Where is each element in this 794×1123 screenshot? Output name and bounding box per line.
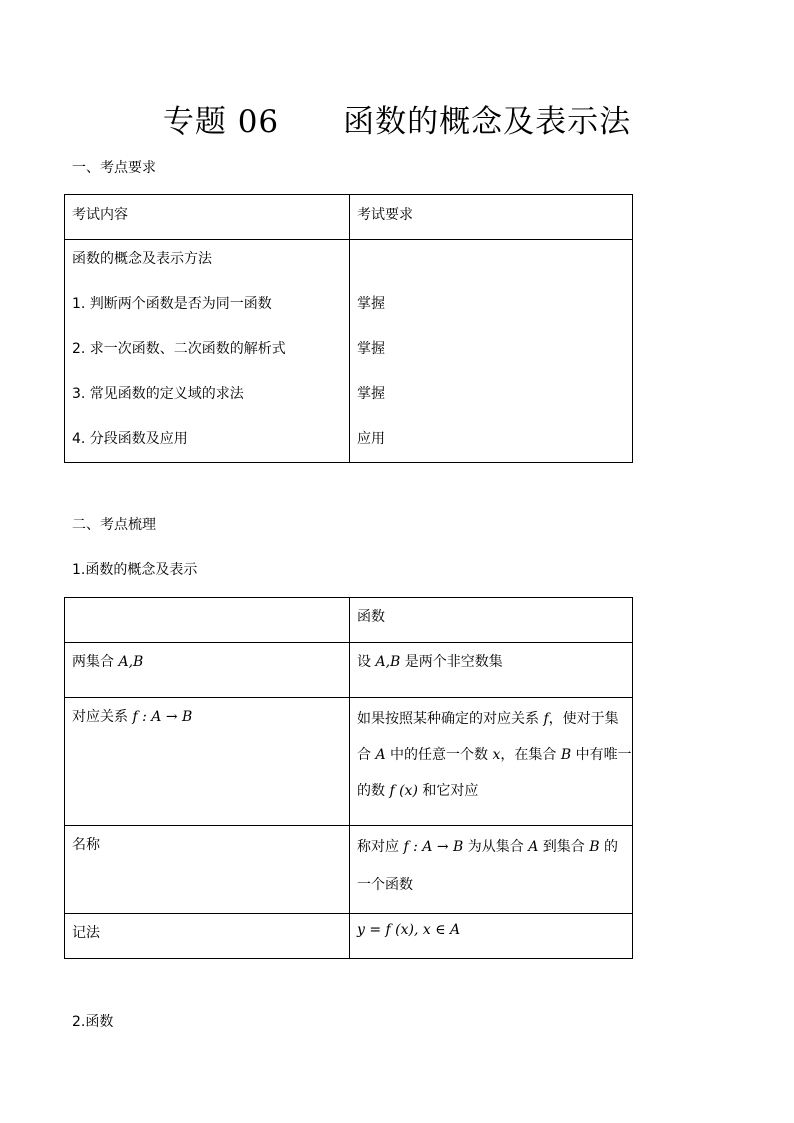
exam-requirements-table	[64, 194, 633, 463]
sets-desc-cell: 设 A,B 是两个非空数集	[350, 643, 633, 698]
content-cell	[65, 240, 350, 463]
requirement-value: 掌握	[357, 296, 385, 312]
list-item: 2. 求一次函数、二次函数的解析式	[72, 341, 286, 357]
name-desc-cell: 称对应 f : A → B 为从集合 A 到集合 B 的 一个函数	[350, 826, 633, 914]
table-header-row	[65, 195, 633, 240]
section1-heading: 一、考点要求	[72, 160, 156, 176]
name-label-cell: 名称	[65, 826, 350, 914]
table-row	[65, 826, 633, 914]
table-header-row	[65, 598, 633, 643]
header-blank	[65, 598, 350, 643]
mapping-label-cell: 对应关系 f : A → B	[65, 698, 350, 826]
subsection1-heading: 1.函数的概念及表示	[72, 562, 198, 578]
list-item: 1. 判断两个函数是否为同一函数	[72, 296, 272, 312]
table-row	[65, 914, 633, 959]
page-title	[0, 96, 794, 141]
header-function: 函数	[350, 598, 633, 643]
requirement-value: 掌握	[357, 386, 385, 402]
requirement-value: 掌握	[357, 341, 385, 357]
table-row	[65, 240, 633, 463]
topic-text: 函数的概念及表示方法	[72, 251, 212, 267]
mapping-desc-cell: 如果按照某种确定的对应关系 f，使对于集 合 A 中的任意一个数 x，在集合 B 中有唯一 的数 f (x) 和它对应	[350, 698, 633, 826]
subsection2-heading: 2.函数	[72, 1014, 114, 1030]
requirement-value: 应用	[357, 431, 385, 447]
list-item: 3. 常见函数的定义域的求法	[72, 386, 244, 402]
title-prefix: 专题 06	[162, 104, 280, 140]
requirement-cell	[350, 240, 633, 463]
notation-label-cell: 记法	[65, 914, 350, 959]
sets-label-cell: 两集合 A,B	[65, 643, 350, 698]
section2-heading: 二、考点梳理	[72, 517, 156, 533]
table-row	[65, 643, 633, 698]
list-item: 4. 分段函数及应用	[72, 431, 188, 447]
header-content: 考试内容	[65, 195, 350, 240]
function-concept-table	[64, 597, 633, 959]
header-requirement: 考试要求	[350, 195, 633, 240]
title-text: 函数的概念及表示法	[343, 104, 632, 140]
table-row	[65, 698, 633, 826]
notation-cell: y = f (x), x ∈ A	[350, 914, 633, 959]
